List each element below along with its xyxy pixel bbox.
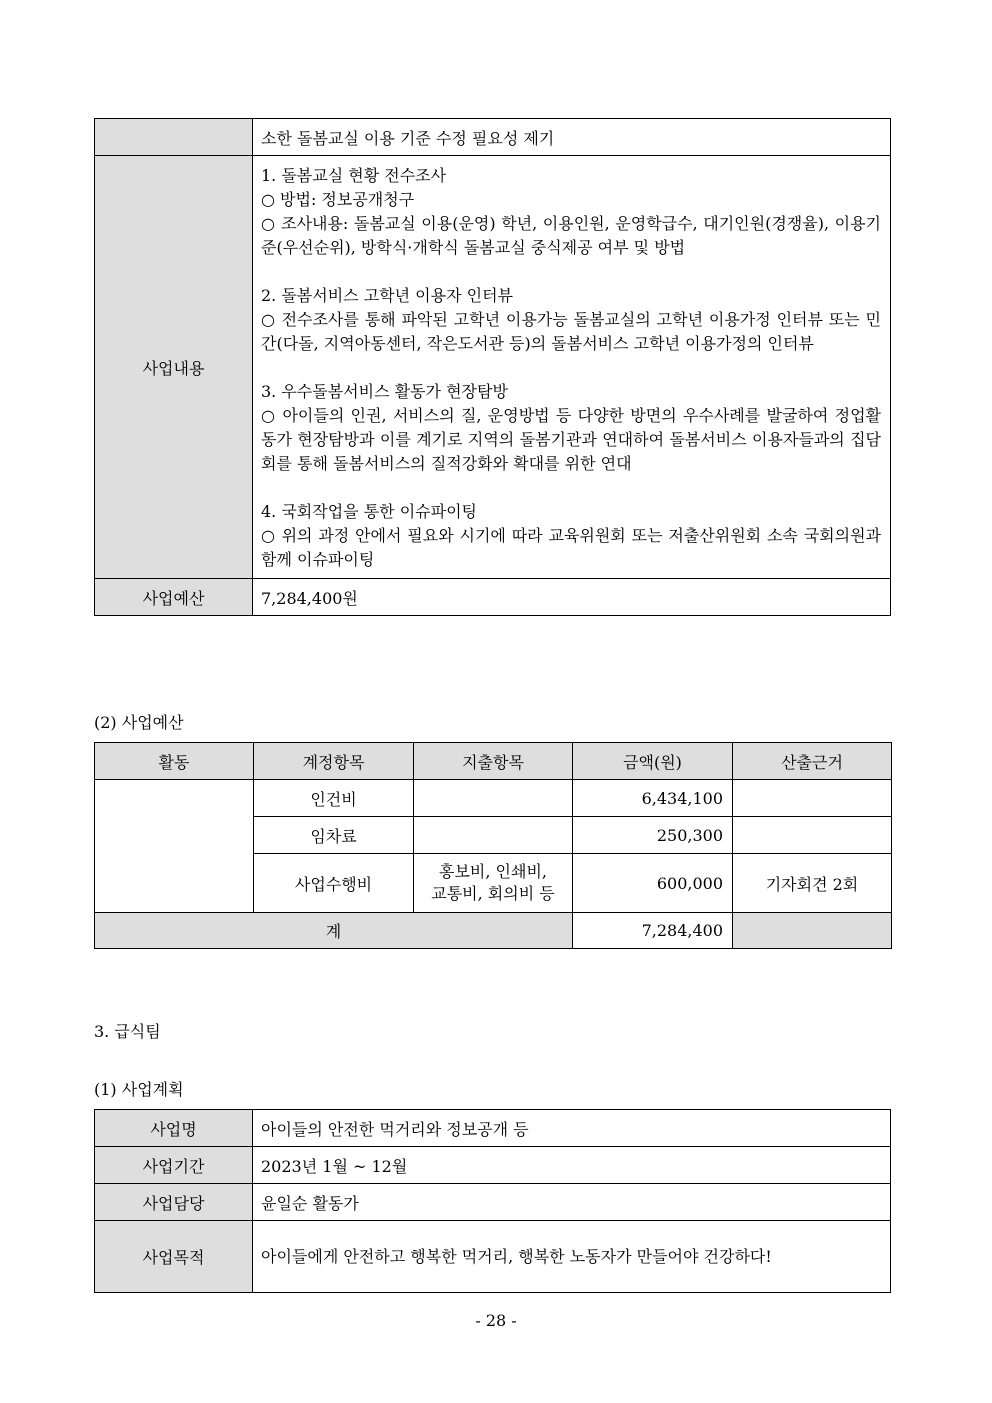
section-4 (261, 500, 881, 572)
section3-heading: 3. 급식팀 (94, 1022, 161, 1041)
account-cell: 사업수행비 (254, 854, 414, 913)
activity-cell (95, 780, 254, 913)
content-label: 사업내용 (95, 156, 253, 579)
expense-line: 홍보비, 인쇄비, (439, 862, 547, 881)
plan-heading: (1) 사업계획 (94, 1080, 184, 1099)
budget-label: 사업예산 (95, 579, 253, 616)
business-content-table (94, 118, 891, 616)
section-item: ○ 전수조사를 통해 파악된 고학년 이용가능 돌봄교실의 고학년 이용가정 인터뷰 또는 민간(다돌, 지역아동센터, 작은도서관 등)의 돌봄서비스 고학년 이용가정의 인터뷰 (261, 310, 881, 353)
continued-text-cell: 소한 돌봄교실 이용 기준 수정 필요성 제기 (253, 119, 891, 156)
amount-cell: 250,300 (573, 817, 733, 854)
basis-cell: 기자회견 2회 (733, 854, 892, 913)
basis-cell (733, 780, 892, 817)
total-amount: 7,284,400 (573, 913, 733, 949)
plan-value: 윤일순 활동가 (253, 1184, 891, 1221)
section-title: 1. 돌봄교실 현황 전수조사 (261, 166, 447, 185)
expense-cell (414, 817, 573, 854)
total-row (95, 913, 892, 949)
section-title: 4. 국회작업을 통한 이슈파이팅 (261, 502, 477, 521)
budget-heading: (2) 사업예산 (94, 713, 184, 732)
plan-label: 사업담당 (95, 1184, 253, 1221)
table-row (95, 1221, 891, 1293)
account-cell: 인건비 (254, 780, 414, 817)
budget-value: 7,284,400원 (253, 579, 891, 616)
table-row (95, 1110, 891, 1147)
content-body (253, 156, 891, 579)
section-1 (261, 164, 881, 260)
section-item: ○ 아이들의 인권, 서비스의 질, 운영방법 등 다양한 방면의 우수사례를 발굴하여 정업활동가 현장탐방과 이를 계기로 지역의 돌봄기관과 연대하여 돌봄서비스 이용자들과의 집담회를 통해 돌봄서비스의 질적강화와 확대를 위한 연대 (261, 406, 881, 473)
plan-label: 사업기간 (95, 1147, 253, 1184)
table-row (95, 1147, 891, 1184)
basis-cell (733, 817, 892, 854)
amount-cell: 600,000 (573, 854, 733, 913)
section-title: 2. 돌봄서비스 고학년 이용자 인터뷰 (261, 286, 513, 305)
header-account: 계정항목 (254, 743, 414, 780)
budget-table (94, 742, 892, 949)
plan-value: 2023년 1월 ~ 12월 (253, 1147, 891, 1184)
section-title: 3. 우수돌봄서비스 활동가 현장탐방 (261, 382, 508, 401)
total-basis (733, 913, 892, 949)
header-activity: 활동 (95, 743, 254, 780)
account-cell: 임차료 (254, 817, 414, 854)
section-item: ○ 방법: 정보공개청구 (261, 190, 415, 209)
header-basis: 산출근거 (733, 743, 892, 780)
table-row (95, 1184, 891, 1221)
header-expense: 지출항목 (414, 743, 573, 780)
empty-label-cell (95, 119, 253, 156)
business-plan-table (94, 1109, 891, 1293)
header-amount: 금액(원) (573, 743, 733, 780)
section-2 (261, 284, 881, 356)
expense-cell (414, 780, 573, 817)
plan-value: 아이들의 안전한 먹거리와 정보공개 등 (253, 1110, 891, 1147)
table-row (95, 780, 892, 817)
section-3 (261, 380, 881, 476)
plan-label: 사업목적 (95, 1221, 253, 1293)
section-item: ○ 위의 과정 안에서 필요와 시기에 따라 교육위원회 또는 저출산위원회 소속 국회의원과 함께 이슈파이팅 (261, 526, 881, 569)
expense-cell (414, 854, 573, 913)
page-number: - 28 - (475, 1311, 517, 1330)
section-item: ○ 조사내용: 돌봄교실 이용(운영) 학년, 이용인원, 운영학급수, 대기인원(경쟁율), 이용기준(우선순위), 방학식·개학식 돌봄교실 중식제공 여부 및 방법 (261, 214, 881, 257)
plan-value: 아이들에게 안전하고 행복한 먹거리, 행복한 노동자가 만들어야 건강하다! (253, 1221, 891, 1293)
amount-cell: 6,434,100 (573, 780, 733, 817)
total-label: 계 (95, 913, 573, 949)
plan-label: 사업명 (95, 1110, 253, 1147)
expense-line: 교통비, 회의비 등 (431, 884, 555, 903)
